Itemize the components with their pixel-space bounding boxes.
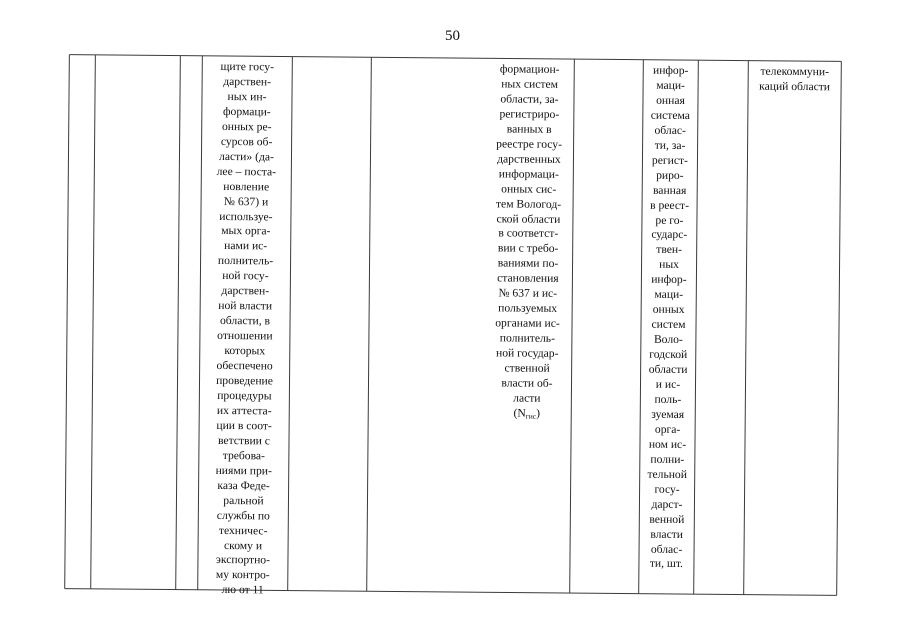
cell-line: и ис- bbox=[655, 377, 681, 392]
cell-line: ном ис- bbox=[648, 437, 687, 451]
cell-line: их аттеста- bbox=[216, 403, 272, 418]
cell-line: № 637) и bbox=[223, 194, 269, 208]
cell-line: ных ин- bbox=[227, 89, 267, 104]
column-divider bbox=[65, 55, 70, 589]
cell-line: каза Феде- bbox=[217, 478, 270, 493]
indicator-symbol-main: (N bbox=[513, 406, 526, 420]
cell-line: области bbox=[648, 362, 688, 377]
cell-line: ной государ- bbox=[495, 346, 559, 361]
cell-line: нами ис- bbox=[224, 239, 268, 253]
cell-line: маци- bbox=[656, 78, 686, 92]
cell-line: систем bbox=[651, 317, 686, 332]
cell-line: маци- bbox=[654, 288, 684, 302]
column-divider bbox=[837, 61, 842, 595]
cell-line: используе- bbox=[219, 209, 273, 223]
cell-line: формацион- bbox=[499, 62, 560, 76]
cell-line: скому и bbox=[224, 538, 263, 552]
column-divider bbox=[91, 55, 96, 589]
cell-line: полнитель- bbox=[499, 331, 556, 346]
cell-line: поль- bbox=[654, 392, 682, 406]
page-number: 50 bbox=[445, 28, 460, 44]
cell-line: ванных в bbox=[506, 122, 552, 136]
table-bottom-border bbox=[65, 589, 837, 596]
column-divider bbox=[176, 56, 181, 590]
cell-line: обеспечено bbox=[216, 359, 273, 373]
cell-line: регистриро- bbox=[499, 107, 560, 121]
cell-line: власти об- bbox=[501, 376, 553, 390]
cell-line: ральной bbox=[223, 493, 264, 508]
cell-line: дарственных bbox=[497, 152, 561, 166]
cell-line: каций области bbox=[759, 79, 831, 94]
cell-line: ственной bbox=[504, 361, 550, 375]
cell-line: которых bbox=[224, 344, 266, 358]
indicator-symbol-close: ) bbox=[536, 406, 541, 420]
table-top-border bbox=[69, 55, 841, 62]
cell-line: техничес- bbox=[218, 523, 268, 537]
cell-line: венной bbox=[649, 512, 685, 526]
cell-line: твен- bbox=[656, 243, 683, 257]
column-divider bbox=[367, 57, 372, 591]
cell-line: ванная bbox=[652, 183, 687, 197]
cell-line: экспортно- bbox=[215, 553, 271, 567]
cell-line: ветствии с bbox=[217, 433, 271, 448]
cell-line: инфор- bbox=[652, 63, 689, 78]
cell-line: лю от 11 bbox=[221, 583, 264, 597]
cell-line: дарствен- bbox=[221, 284, 270, 298]
cell-line: госу- bbox=[654, 482, 680, 496]
cell-line: облас- bbox=[654, 123, 686, 137]
cell-line: онных ре- bbox=[221, 119, 272, 134]
cell-line: ции в соот- bbox=[216, 418, 272, 433]
cell-line: зуемая bbox=[651, 407, 685, 421]
cell-line: Воло- bbox=[653, 332, 683, 347]
cell-line: щите госу- bbox=[220, 59, 275, 74]
cell-line: лее – поста- bbox=[216, 164, 277, 179]
cell-line: № 637 и ис- bbox=[498, 286, 558, 301]
cell-line: дарствен- bbox=[223, 74, 272, 89]
cell-line: онных bbox=[652, 303, 685, 317]
cell-line: в соответст- bbox=[498, 226, 559, 241]
cell-line: области, за- bbox=[500, 92, 559, 106]
cell-line: проведение bbox=[216, 373, 273, 388]
cell-line: ласти» (да- bbox=[219, 149, 274, 164]
cell-line: ных bbox=[659, 258, 679, 272]
cell-line: полнитель- bbox=[217, 254, 274, 268]
cell-line: новление bbox=[223, 179, 270, 194]
cell-line: сударс- bbox=[651, 228, 688, 242]
cell-line: облас- bbox=[650, 542, 683, 556]
cell-line: мых орга- bbox=[221, 224, 271, 238]
cell-line: тем Вологод- bbox=[495, 196, 562, 211]
cell-line: отношении bbox=[217, 329, 273, 343]
table-cell-col6 bbox=[482, 62, 574, 425]
cell-line: процедуры bbox=[217, 388, 272, 403]
cell-lines bbox=[482, 62, 574, 407]
cell-line: информаци- bbox=[498, 167, 559, 181]
cell-line: реестре госу- bbox=[496, 137, 563, 151]
cell-line: ной госу- bbox=[222, 269, 269, 283]
cell-line: ной власти bbox=[218, 299, 273, 313]
table-cell-col10 bbox=[748, 65, 841, 96]
cell-line: ваниями по- bbox=[497, 256, 559, 271]
cell-line: онная bbox=[656, 93, 685, 107]
cell-line: полни- bbox=[650, 452, 685, 466]
cell-line: становления bbox=[497, 271, 559, 286]
table-cell-col3 bbox=[198, 60, 293, 599]
cell-line: риро- bbox=[656, 168, 684, 182]
cell-line: дарст- bbox=[651, 497, 683, 511]
column-divider bbox=[744, 61, 749, 595]
cell-line: ти, шт. bbox=[649, 557, 684, 571]
cell-line: органами ис- bbox=[495, 316, 560, 331]
table-cell-col8 bbox=[639, 64, 698, 573]
cell-line: формаци- bbox=[223, 104, 271, 119]
cell-line: в реест- bbox=[650, 198, 690, 212]
indicator-symbol-subscript: гис bbox=[525, 411, 537, 421]
cell-line: власти bbox=[650, 527, 684, 541]
cell-line: онных сис- bbox=[501, 182, 557, 196]
cell-line: вии с требо- bbox=[497, 241, 559, 256]
cell-line: пользуемых bbox=[498, 301, 558, 316]
cell-line: ниями при- bbox=[215, 463, 272, 478]
cell-line: службы по bbox=[216, 508, 270, 523]
cell-line: ре го- bbox=[655, 213, 684, 227]
cell-line: области, в bbox=[219, 314, 271, 328]
cell-line: му контро- bbox=[215, 568, 270, 582]
indicator-symbol bbox=[482, 406, 571, 425]
cell-line: телекоммуни- bbox=[760, 64, 830, 79]
cell-line: ласти bbox=[513, 391, 541, 405]
cell-line: ти, за- bbox=[654, 138, 686, 152]
cell-line: сурсов об- bbox=[220, 134, 273, 149]
cell-line: ской области bbox=[496, 211, 561, 226]
cell-line: ных систем bbox=[501, 77, 559, 91]
cell-line: система bbox=[650, 108, 690, 122]
cell-line: регист- bbox=[651, 153, 689, 167]
cell-line: требова- bbox=[222, 448, 266, 463]
cell-line: тельной bbox=[647, 467, 688, 481]
cell-line: инфор- bbox=[651, 273, 687, 287]
cell-line: орга- bbox=[654, 422, 681, 436]
cell-line: годской bbox=[649, 347, 688, 362]
